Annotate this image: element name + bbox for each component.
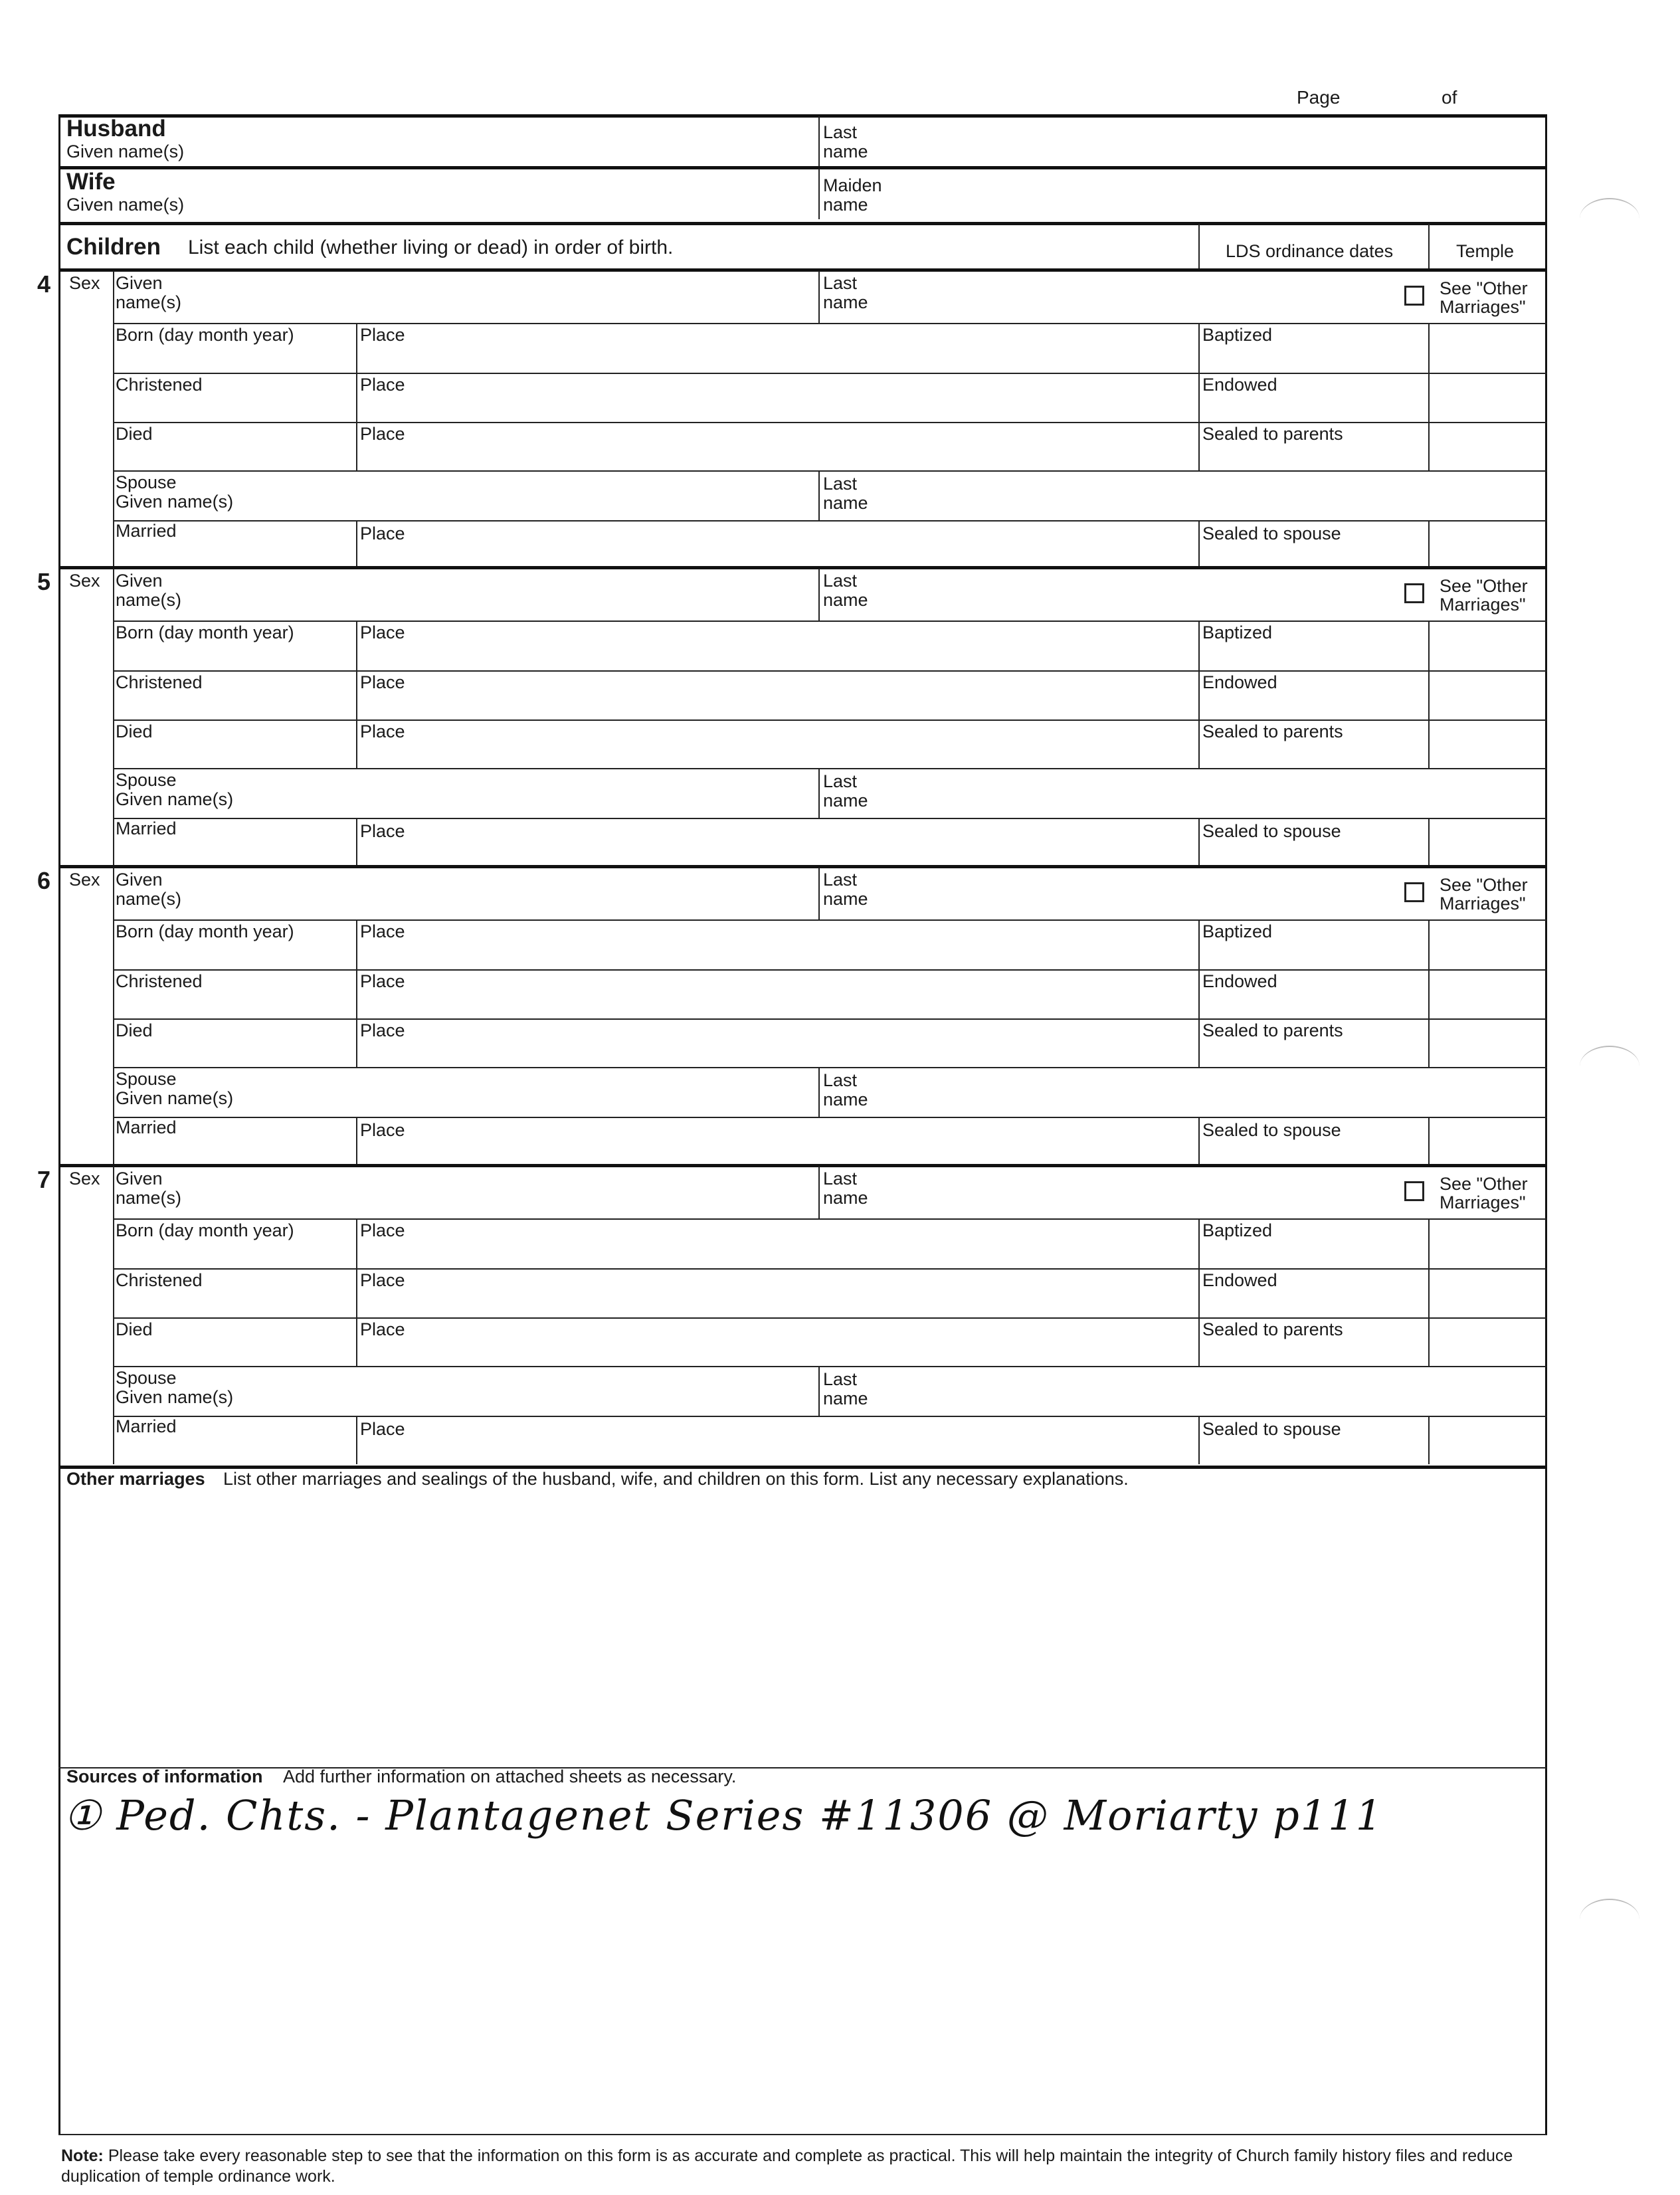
spouse-last-label: Last — [823, 771, 858, 791]
place-divider — [356, 422, 357, 470]
born-label: Born (day month year) — [116, 1220, 294, 1240]
child-row-border — [113, 1416, 1546, 1417]
spouse-last-label-2: name — [823, 791, 868, 811]
temple-divider — [1428, 670, 1430, 719]
temple-divider — [1428, 323, 1430, 373]
sources-text: Add further information on attached sheets as necessary. — [283, 1766, 737, 1786]
child-top-border — [58, 268, 1546, 272]
sealed_parents-label: Sealed to parents — [1202, 1020, 1343, 1040]
last-name-label: Last — [823, 1169, 858, 1189]
died-label: Died — [116, 721, 153, 741]
wife-maiden-label: Maiden — [823, 175, 882, 195]
ordinance-divider — [1198, 520, 1200, 569]
given-name-label: Given — [116, 571, 163, 591]
see-other-marriages-label: See "Other — [1440, 576, 1528, 596]
spouse-last-divider — [818, 1067, 820, 1117]
temple-divider — [1428, 1268, 1430, 1317]
child-sex-divider — [113, 868, 114, 1165]
place-divider — [356, 1268, 357, 1317]
baptized-label: Baptized — [1202, 1220, 1273, 1240]
sex-label: Sex — [69, 870, 100, 890]
wife-divider — [818, 169, 820, 219]
children-header-divider — [1428, 224, 1430, 270]
place-label: Place — [360, 524, 405, 543]
married-label: Married — [116, 818, 177, 838]
child-row-border — [113, 919, 1546, 921]
child-top-border — [58, 1164, 1546, 1167]
child-sex-divider — [113, 271, 114, 569]
given-name-label-2: name(s) — [116, 889, 182, 909]
spouse-last-divider — [818, 470, 820, 520]
place-divider — [356, 1416, 357, 1464]
place-divider — [356, 1018, 357, 1067]
husband-last-label-2: name — [823, 142, 868, 161]
of-label: of — [1442, 87, 1457, 108]
spouse-label: Spouse — [116, 770, 177, 790]
place-label: Place — [360, 424, 405, 444]
married-label: Married — [116, 521, 177, 541]
last-name-divider — [818, 271, 820, 323]
given-name-label: Given — [116, 1169, 163, 1189]
see-other-marriages-checkbox[interactable] — [1404, 882, 1424, 902]
place-label: Place — [360, 1220, 405, 1240]
child-number: 6 — [37, 867, 51, 894]
given-name-label-2: name(s) — [116, 590, 182, 610]
place-divider — [356, 969, 357, 1018]
sex-label: Sex — [69, 571, 100, 591]
spouse-last-label-2: name — [823, 493, 868, 513]
child-number: 5 — [37, 568, 51, 595]
endowed-label: Endowed — [1202, 1270, 1277, 1290]
place-divider — [356, 1117, 357, 1165]
last-name-label: Last — [823, 571, 858, 591]
see-other-marriages-checkbox[interactable] — [1404, 583, 1424, 603]
baptized-label: Baptized — [1202, 622, 1273, 642]
sealed-to-spouse-label: Sealed to spouse — [1202, 1120, 1341, 1140]
place-label: Place — [360, 921, 405, 941]
form-right-border — [1545, 114, 1547, 2135]
last-name-divider — [818, 868, 820, 919]
child-row-border — [113, 1317, 1546, 1319]
last-name-label-2: name — [823, 1188, 868, 1208]
other-marriages-bottom-border — [58, 1767, 1546, 1768]
ordinance-divider — [1198, 1317, 1200, 1366]
child-top-border — [58, 566, 1546, 569]
place-label: Place — [360, 1020, 405, 1040]
child-row-border — [113, 1218, 1546, 1220]
spouse-given-label: Given name(s) — [116, 1088, 234, 1108]
ordinance-divider — [1198, 969, 1200, 1018]
christened-label: Christened — [116, 672, 203, 692]
temple-divider — [1428, 1317, 1430, 1366]
christened-label: Christened — [116, 1270, 203, 1290]
children-title: Children — [66, 234, 161, 260]
see-other-marriages-label-2: Marriages" — [1440, 297, 1526, 317]
page-label: Page — [1297, 87, 1341, 108]
baptized-label: Baptized — [1202, 325, 1273, 345]
given-name-label-2: name(s) — [116, 1188, 182, 1208]
child-row-border — [113, 768, 1546, 769]
spouse-last-label: Last — [823, 1369, 858, 1389]
child-number: 7 — [37, 1166, 51, 1193]
see-other-marriages-label-2: Marriages" — [1440, 595, 1526, 615]
place-label: Place — [360, 971, 405, 991]
baptized-label: Baptized — [1202, 921, 1273, 941]
died-label: Died — [116, 1020, 153, 1040]
place-label: Place — [360, 672, 405, 692]
place-divider — [356, 520, 357, 569]
ordinance-divider — [1198, 670, 1200, 719]
spouse-last-label-2: name — [823, 1388, 868, 1408]
sealed-to-spouse-label: Sealed to spouse — [1202, 1419, 1341, 1439]
spouse-given-label: Given name(s) — [116, 789, 234, 809]
children-instruction: List each child (whether living or dead) in order of birth. — [188, 237, 674, 258]
see-other-marriages-label-2: Marriages" — [1440, 1193, 1526, 1212]
temple-header: Temple — [1456, 241, 1515, 261]
died-label: Died — [116, 1319, 153, 1339]
child-number: 4 — [37, 270, 51, 298]
place-divider — [356, 620, 357, 670]
place-divider — [356, 818, 357, 866]
last-name-label-2: name — [823, 889, 868, 909]
spouse-given-label: Given name(s) — [116, 492, 234, 512]
christened-label: Christened — [116, 971, 203, 991]
note-title: Note: — [61, 2147, 104, 2165]
sealed-to-spouse-label: Sealed to spouse — [1202, 821, 1341, 841]
endowed-label: Endowed — [1202, 375, 1277, 395]
spouse-last-divider — [818, 1366, 820, 1416]
husband-last-label: Last — [823, 122, 858, 142]
place-divider — [356, 373, 357, 422]
child-row-border — [113, 620, 1546, 622]
other-marriages-text: List other marriages and sealings of the husband, wife, and children on this form. List any necessary explanations. — [223, 1469, 1129, 1489]
spouse-label: Spouse — [116, 472, 177, 492]
place-label: Place — [360, 325, 405, 345]
given-name-label: Given — [116, 273, 163, 293]
binder-hole-mark — [1580, 1046, 1639, 1087]
ordinance-divider — [1198, 323, 1200, 373]
born-label: Born (day month year) — [116, 325, 294, 345]
temple-divider — [1428, 1117, 1430, 1165]
child-row-border — [113, 1366, 1546, 1367]
see-other-marriages-label-2: Marriages" — [1440, 894, 1526, 913]
place-label: Place — [360, 1419, 405, 1439]
spouse-label: Spouse — [116, 1368, 177, 1388]
place-divider — [356, 719, 357, 768]
endowed-label: Endowed — [1202, 672, 1277, 692]
spouse-last-label: Last — [823, 474, 858, 494]
child-row-border — [113, 1268, 1546, 1270]
last-name-label-2: name — [823, 590, 868, 610]
given-name-label-2: name(s) — [116, 292, 182, 312]
child-sex-divider — [113, 569, 114, 866]
place-divider — [356, 919, 357, 969]
binder-hole-mark — [1580, 198, 1639, 239]
child-row-border — [113, 1018, 1546, 1020]
temple-divider — [1428, 969, 1430, 1018]
wife-maiden-label-2: name — [823, 195, 868, 215]
sealed-to-spouse-label: Sealed to spouse — [1202, 524, 1341, 543]
child-row-border — [113, 373, 1546, 374]
place-divider — [356, 1317, 357, 1366]
form-bottom-border — [58, 2134, 1546, 2135]
child-row-border — [113, 470, 1546, 472]
sources-handwritten-entry: ① Ped. Chts. - Plantagenet Series #11306 @ Moriarty p111 — [64, 1791, 1384, 1840]
binder-hole-mark — [1580, 1899, 1639, 1940]
spouse-last-divider — [818, 768, 820, 818]
temple-divider — [1428, 1416, 1430, 1464]
spouse-last-label-2: name — [823, 1090, 868, 1109]
place-label: Place — [360, 622, 405, 642]
sealed_parents-label: Sealed to parents — [1202, 1319, 1343, 1339]
temple-divider — [1428, 719, 1430, 768]
note-text: Please take every reasonable step to see that the information on this form is as accurate and complete as practical. This will help maintain the integrity of Church family history files and reduce duplication of temple ordinance work. — [61, 2147, 1513, 2186]
sealed_parents-label: Sealed to parents — [1202, 721, 1343, 741]
ordinance-divider — [1198, 373, 1200, 422]
ordinance-divider — [1198, 919, 1200, 969]
place-label: Place — [360, 821, 405, 841]
born-label: Born (day month year) — [116, 622, 294, 642]
child-row-border — [113, 520, 1546, 522]
place-label: Place — [360, 1319, 405, 1339]
form-top-border — [58, 114, 1546, 118]
other-marriages-title: Other marriages — [66, 1469, 205, 1489]
child-row-border — [113, 1117, 1546, 1118]
spouse-label: Spouse — [116, 1069, 177, 1089]
place-divider — [356, 670, 357, 719]
see-other-marriages-label: See "Other — [1440, 1174, 1528, 1194]
see-other-marriages-checkbox[interactable] — [1404, 286, 1424, 306]
ordinance-divider — [1198, 1416, 1200, 1464]
temple-divider — [1428, 919, 1430, 969]
place-label: Place — [360, 1270, 405, 1290]
last-name-label: Last — [823, 273, 858, 293]
ordinance-divider — [1198, 818, 1200, 866]
child-row-border — [113, 969, 1546, 971]
temple-divider — [1428, 1018, 1430, 1067]
temple-divider — [1428, 620, 1430, 670]
ordinance-divider — [1198, 1018, 1200, 1067]
form-left-border — [58, 114, 60, 2135]
wife-bottom-border — [58, 222, 1546, 225]
last-name-divider — [818, 569, 820, 620]
spouse-last-label: Last — [823, 1070, 858, 1090]
temple-divider — [1428, 520, 1430, 569]
ordinance-divider — [1198, 1218, 1200, 1268]
died-label: Died — [116, 424, 153, 444]
christened-label: Christened — [116, 375, 203, 395]
spouse-given-label: Given name(s) — [116, 1387, 234, 1407]
see-other-marriages-checkbox[interactable] — [1404, 1181, 1424, 1201]
lds-ordinance-dates-header: LDS ordinance dates — [1226, 241, 1394, 261]
sources-title: Sources of information — [66, 1766, 263, 1786]
child-row-border — [113, 323, 1546, 324]
child-row-border — [113, 670, 1546, 672]
ordinance-divider — [1198, 422, 1200, 470]
wife-title: Wife — [66, 169, 116, 195]
temple-divider — [1428, 373, 1430, 422]
child-row-border — [113, 1067, 1546, 1068]
note — [61, 2146, 1542, 2187]
temple-divider — [1428, 422, 1430, 470]
last-name-divider — [818, 1167, 820, 1218]
born-label: Born (day month year) — [116, 921, 294, 941]
married-label: Married — [116, 1416, 177, 1436]
wife-given-label: Given name(s) — [66, 195, 185, 215]
sealed_parents-label: Sealed to parents — [1202, 424, 1343, 444]
husband-given-label: Given name(s) — [66, 142, 185, 161]
ordinance-divider — [1198, 1268, 1200, 1317]
place-label: Place — [360, 375, 405, 395]
husband-title: Husband — [66, 116, 166, 142]
place-label: Place — [360, 721, 405, 741]
place-divider — [356, 1218, 357, 1268]
child-row-border — [113, 422, 1546, 423]
ordinance-divider — [1198, 620, 1200, 670]
place-divider — [356, 323, 357, 373]
ordinance-divider — [1198, 1117, 1200, 1165]
husband-bottom-border — [58, 166, 1546, 169]
temple-divider — [1428, 1218, 1430, 1268]
child-top-border — [58, 865, 1546, 868]
endowed-label: Endowed — [1202, 971, 1277, 991]
child-row-border — [113, 719, 1546, 721]
given-name-label: Given — [116, 870, 163, 890]
see-other-marriages-label: See "Other — [1440, 875, 1528, 895]
sex-label: Sex — [69, 273, 100, 293]
ordinance-divider — [1198, 719, 1200, 768]
child-row-border — [113, 818, 1546, 819]
see-other-marriages-label: See "Other — [1440, 278, 1528, 298]
children-header-divider — [1198, 224, 1200, 270]
child-sex-divider — [113, 1167, 114, 1464]
sex-label: Sex — [69, 1169, 100, 1189]
last-name-label-2: name — [823, 292, 868, 312]
married-label: Married — [116, 1117, 177, 1137]
place-label: Place — [360, 1120, 405, 1140]
temple-divider — [1428, 818, 1430, 866]
last-name-label: Last — [823, 870, 858, 890]
husband-divider — [818, 116, 820, 166]
